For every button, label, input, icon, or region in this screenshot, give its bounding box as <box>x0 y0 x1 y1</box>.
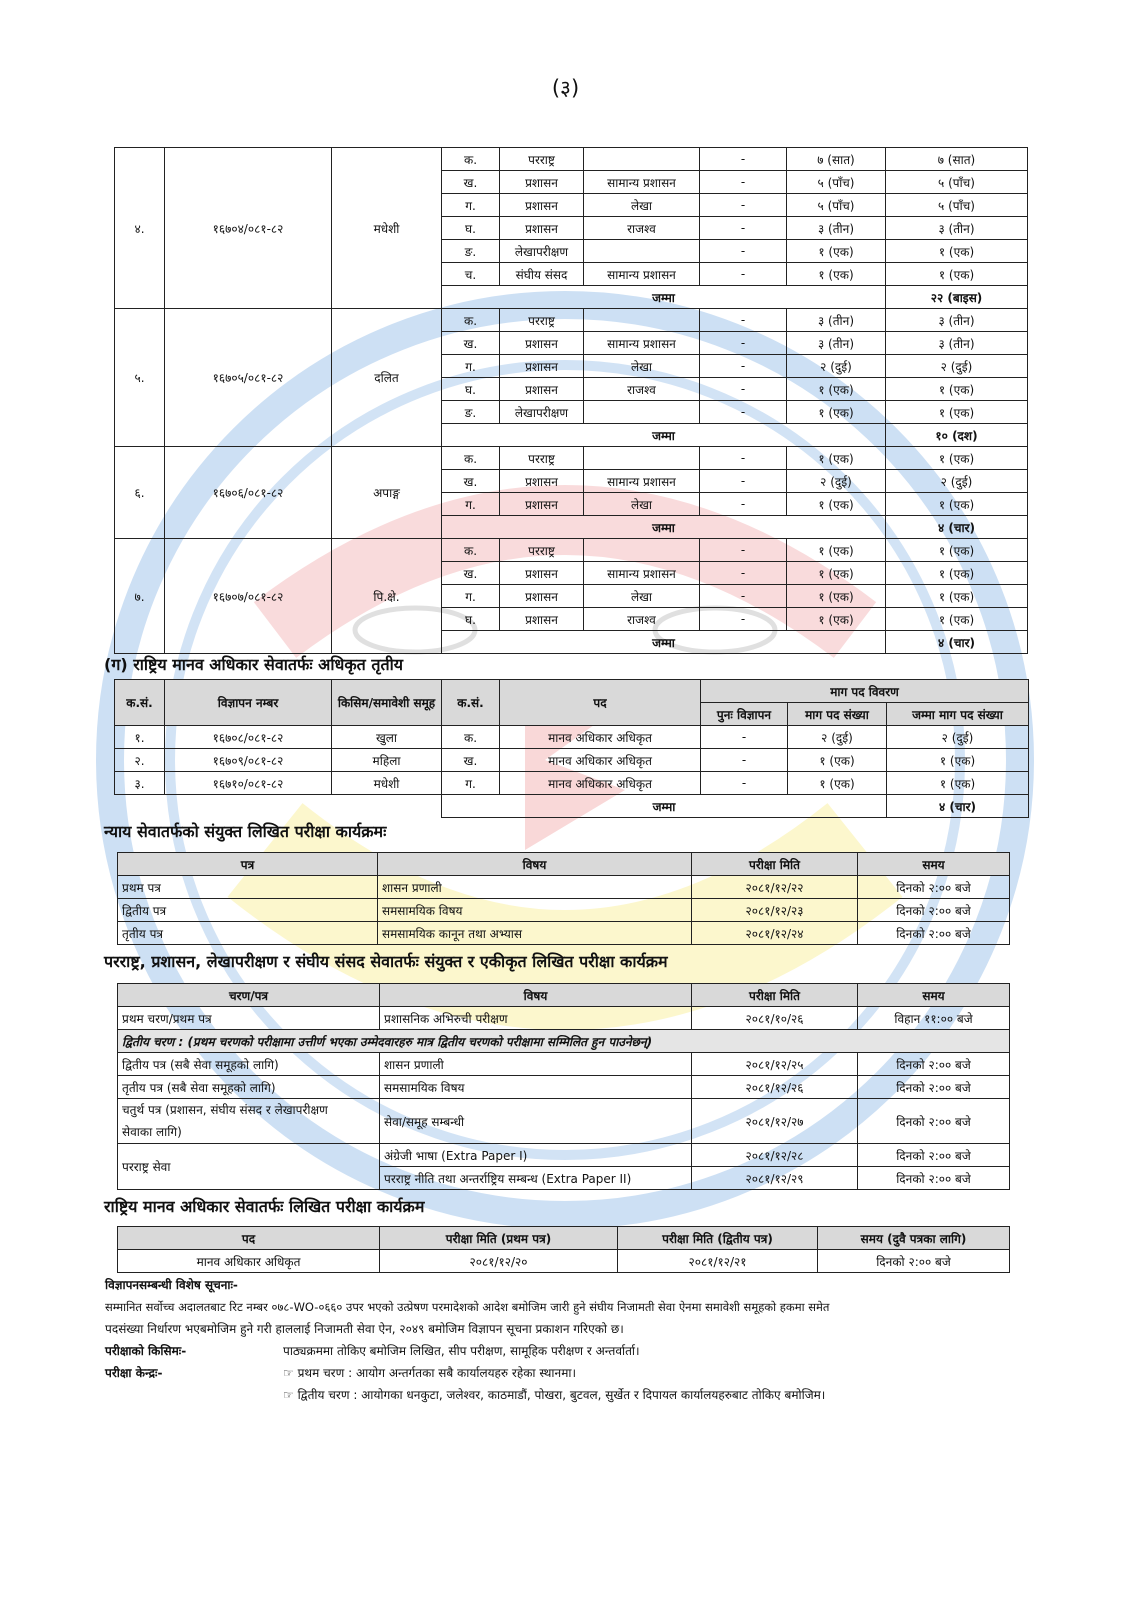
serial-number: ७. <box>115 539 165 654</box>
table-cell: - <box>701 772 788 795</box>
group: सामान्य प्रशासन <box>584 562 700 585</box>
table-row <box>118 922 1010 945</box>
service: प्रशासन <box>500 194 584 217</box>
demand-count: ३ (तीन) <box>787 332 886 355</box>
table-cell: दिनको २:०० बजे <box>858 1099 1010 1144</box>
total-value: २२ (बाइस) <box>886 286 1028 309</box>
table-cell: मानव अधिकार अधिकृत <box>500 749 701 772</box>
sub-serial: ग. <box>442 194 500 217</box>
table-cell: - <box>701 726 788 749</box>
total-count: १ (एक) <box>886 539 1028 562</box>
group <box>584 240 700 263</box>
table-row <box>115 309 1028 332</box>
group: लेखा <box>584 585 700 608</box>
group: लेखा <box>584 194 700 217</box>
fourth-paper-label <box>118 1099 380 1144</box>
table-cell: १ (एक) <box>788 749 887 772</box>
col-header: पुनः विज्ञापन <box>701 703 788 726</box>
special-notice-line-2: पदसंख्या निर्धारण भएबमोजिम हुने गरी हाललाई निजामती सेवा ऐन, २०४९ बमोजिम विज्ञापन सूचना प्रकाशन गरिएको छ। <box>105 1322 624 1336</box>
total-count: १ (एक) <box>886 447 1028 470</box>
table-row <box>115 772 1029 795</box>
service: परराष्ट्र <box>500 539 584 562</box>
sub-serial: क. <box>442 309 500 332</box>
table-row <box>115 148 1028 171</box>
pointer-icon: ☞ <box>283 1366 298 1380</box>
table-cell: १६७१०/०८१-८२ <box>165 772 332 795</box>
table-cell: २०८१/१०/२६ <box>692 1007 858 1030</box>
sub-serial: क. <box>442 447 500 470</box>
table-row <box>118 1053 1010 1076</box>
table-cell: दिनको २:०० बजे <box>858 1076 1010 1099</box>
group <box>584 148 700 171</box>
total-count: १ (एक) <box>886 240 1028 263</box>
sub-serial: घ. <box>442 608 500 631</box>
col-header: समय (दुवै पत्रका लागि) <box>818 1227 1010 1250</box>
re-advert: - <box>700 470 787 493</box>
demand-count: १ (एक) <box>787 562 886 585</box>
table-cell: २ (दुई) <box>887 726 1029 749</box>
demand-count: १ (एक) <box>787 608 886 631</box>
total-count: १ (एक) <box>886 401 1028 424</box>
sub-serial: ङ. <box>442 401 500 424</box>
total-count: ३ (तीन) <box>886 217 1028 240</box>
table-cell: २०८१/१२/२७ <box>692 1099 858 1144</box>
table-cell: प्रथम पत्र <box>118 876 378 899</box>
serial-number: ४. <box>115 148 165 309</box>
demand-count: २ (दुई) <box>787 470 886 493</box>
demand-count: ५ (पाँच) <box>787 171 886 194</box>
total-count: २ (दुई) <box>886 470 1028 493</box>
notes-block <box>105 1274 1025 1406</box>
service: परराष्ट्र <box>500 148 584 171</box>
table-cell: मानव अधिकार अधिकृत <box>500 726 701 749</box>
col-header: जम्मा माग पद संख्या <box>887 703 1029 726</box>
re-advert: - <box>700 332 787 355</box>
table-row <box>118 1250 1010 1273</box>
sub-serial: ग. <box>442 355 500 378</box>
table-cell: १ (एक) <box>887 749 1029 772</box>
demand-count: १ (एक) <box>787 585 886 608</box>
pointer-icon: ☞ <box>283 1388 298 1402</box>
service: लेखापरीक्षण <box>500 401 584 424</box>
col-header: विज्ञापन नम्बर <box>165 680 332 726</box>
col-header: क.सं. <box>115 680 165 726</box>
group: सामान्य प्रशासन <box>584 263 700 286</box>
col-header: चरण/पत्र <box>118 984 380 1007</box>
table-row <box>115 539 1028 562</box>
header-row <box>115 680 1029 703</box>
col-header: समय <box>858 853 1010 876</box>
re-advert: - <box>700 263 787 286</box>
total-row <box>115 795 1029 818</box>
table-cell: अंग्रेजी भाषा (Extra Paper I) <box>380 1144 692 1167</box>
table-cell: द्वितीय पत्र (सबै सेवा समूहको लागि) <box>118 1053 380 1076</box>
fourth-paper-line-1: चतुर्थ पत्र (प्रशासन, संघीय संसद र लेखापरीक्षण <box>122 1103 328 1117</box>
inclusive-group: अपाङ्ग <box>332 447 442 539</box>
table-cell: शासन प्रणाली <box>378 876 692 899</box>
total-label: जम्मा <box>442 516 886 539</box>
table-cell: २०८१/१२/२८ <box>692 1144 858 1167</box>
demand-count: १ (एक) <box>787 539 886 562</box>
total-label: जम्मा <box>442 795 887 818</box>
table-cell: २०८१/१२/२१ <box>618 1250 818 1273</box>
col-header: परीक्षा मिति (द्वितीय पत्र) <box>618 1227 818 1250</box>
table-cell: १. <box>115 726 165 749</box>
total-count: ३ (तीन) <box>886 332 1028 355</box>
service: प्रशासन <box>500 562 584 585</box>
service: परराष्ट्र <box>500 309 584 332</box>
table-row <box>118 876 1010 899</box>
exam-center-2: द्वितीय चरण : आयोगका धनकुटा, जलेश्वर, काठमाडौं, पोखरा, बुटवल, सुर्खेत र दिपायल कार्यालयहरुबाट तोकिए बमोजिम। <box>297 1388 826 1402</box>
re-advert: - <box>700 240 787 263</box>
foreign-service-label: परराष्ट्र सेवा <box>118 1144 380 1190</box>
table-cell: तृतीय पत्र <box>118 922 378 945</box>
total-value: ४ (चार) <box>886 631 1028 654</box>
table-cell: २०८१/१२/२५ <box>692 1053 858 1076</box>
table-cell: दिनको २:०० बजे <box>858 1144 1010 1167</box>
table-cell: प्रशासनिक अभिरुची परीक्षण <box>380 1007 692 1030</box>
demand-count: ३ (तीन) <box>787 309 886 332</box>
col-header: माग पद संख्या <box>788 703 887 726</box>
group <box>584 309 700 332</box>
table-cell: खुला <box>332 726 442 749</box>
total-count: १ (एक) <box>886 263 1028 286</box>
group: राजश्व <box>584 217 700 240</box>
advert-number: १६७०७/०८१-८२ <box>165 539 332 654</box>
table-row <box>115 726 1029 749</box>
demand-count: १ (एक) <box>787 447 886 470</box>
table-cell: दिनको २:०० बजे <box>858 1167 1010 1190</box>
total-count: ७ (सात) <box>886 148 1028 171</box>
demand-count: १ (एक) <box>787 263 886 286</box>
table-cell: २०८१/१२/२२ <box>692 876 858 899</box>
group: सामान्य प्रशासन <box>584 332 700 355</box>
col-header: क.सं. <box>442 680 500 726</box>
table-cell: २०८१/१२/२९ <box>692 1167 858 1190</box>
group: सामान्य प्रशासन <box>584 171 700 194</box>
table-cell: क. <box>442 726 500 749</box>
table-row <box>118 1144 1010 1167</box>
table-cell: १६७०९/०८१-८२ <box>165 749 332 772</box>
table-cell: दिनको २:०० बजे <box>858 876 1010 899</box>
special-notice-line-1: सम्मानित सर्वोच्च अदालतबाट रिट नम्बर ०७८-WO-०६६० उपर भएको उत्प्रेषण परमादेशको आदेश बमोजिम जारी हुने संघीय निजामती सेवा ऐनमा समावेशी समूहको हकमा समेत <box>105 1300 830 1314</box>
sub-serial: घ. <box>442 378 500 401</box>
header-row <box>118 984 1010 1007</box>
second-stage-note: द्वितीय चरण : (प्रथम चरणको परीक्षामा उत्तीर्ण भएका उम्मेदवारहरु मात्र द्वितीय चरणको परीक्षामा सम्मिलित हुन पाउनेछन्) <box>118 1030 1010 1053</box>
col-header: पद <box>118 1227 380 1250</box>
service: प्रशासन <box>500 332 584 355</box>
re-advert: - <box>700 378 787 401</box>
exam-type-label: परीक्षाको किसिमः- <box>105 1344 187 1358</box>
header-row <box>118 1227 1010 1250</box>
page-number: (३) <box>551 76 580 100</box>
human-rights-vacancy-table <box>114 679 1029 818</box>
total-count: १ (एक) <box>886 378 1028 401</box>
table-cell: दिनको २:०० बजे <box>858 1053 1010 1076</box>
re-advert: - <box>700 401 787 424</box>
blank-cell <box>115 795 442 818</box>
table-row <box>118 899 1010 922</box>
advert-number: १६७०५/०८१-८२ <box>165 309 332 447</box>
service: प्रशासन <box>500 355 584 378</box>
vacancy-table-continued <box>114 147 1028 654</box>
total-count: १ (एक) <box>886 608 1028 631</box>
total-count: ५ (पाँच) <box>886 171 1028 194</box>
group: सामान्य प्रशासन <box>584 470 700 493</box>
group: राजश्व <box>584 378 700 401</box>
table-cell: २ (दुई) <box>788 726 887 749</box>
advert-number: १६७०४/०८१-८२ <box>165 148 332 309</box>
table-cell: १ (एक) <box>887 772 1029 795</box>
col-header: परीक्षा मिति <box>692 984 858 1007</box>
sub-serial: ङ. <box>442 240 500 263</box>
justice-exam-table <box>117 852 1010 945</box>
table-cell: २०८१/१२/२६ <box>692 1076 858 1099</box>
table-row <box>118 1007 1010 1030</box>
table-row <box>115 749 1029 772</box>
human-rights-exam-table <box>117 1226 1010 1273</box>
table-cell: शासन प्रणाली <box>380 1053 692 1076</box>
sub-serial: ख. <box>442 562 500 585</box>
table-cell: दिनको २:०० बजे <box>858 899 1010 922</box>
sub-serial: ख. <box>442 470 500 493</box>
re-advert: - <box>700 194 787 217</box>
service: लेखापरीक्षण <box>500 240 584 263</box>
col-header: माग पद विवरण <box>701 680 1029 703</box>
header-row <box>118 853 1010 876</box>
service: प्रशासन <box>500 585 584 608</box>
second-stage-band <box>118 1030 1010 1053</box>
re-advert: - <box>700 355 787 378</box>
service: प्रशासन <box>500 608 584 631</box>
total-count: २ (दुई) <box>886 355 1028 378</box>
table-cell: १६७०८/०८१-८२ <box>165 726 332 749</box>
demand-count: १ (एक) <box>787 378 886 401</box>
service: संघीय संसद <box>500 263 584 286</box>
sub-serial: ग. <box>442 493 500 516</box>
table-cell: परराष्ट्र नीति तथा अन्तर्राष्ट्रिय सम्बन्ध (Extra Paper II) <box>380 1167 692 1190</box>
sub-serial: ख. <box>442 171 500 194</box>
justice-exam-heading: न्याय सेवातर्फको संयुक्त लिखित परीक्षा कार्यक्रमः <box>104 822 387 841</box>
col-header: परीक्षा मिति <box>692 853 858 876</box>
fourth-paper-line-2: सेवाका लागि) <box>122 1125 182 1139</box>
total-count: १ (एक) <box>886 493 1028 516</box>
table-cell: २०८१/१२/२४ <box>692 922 858 945</box>
re-advert: - <box>700 562 787 585</box>
table-row <box>118 1099 1010 1144</box>
table-cell: द्वितीय पत्र <box>118 899 378 922</box>
inclusive-group: पि.क्षे. <box>332 539 442 654</box>
group: राजश्व <box>584 608 700 631</box>
col-header: पत्र <box>118 853 378 876</box>
re-advert: - <box>700 217 787 240</box>
table-cell: दिनको २:०० बजे <box>818 1250 1010 1273</box>
total-value: १० (दश) <box>886 424 1028 447</box>
service: परराष्ट्र <box>500 447 584 470</box>
total-count: १ (एक) <box>886 562 1028 585</box>
total-count: ३ (तीन) <box>886 309 1028 332</box>
table-row <box>115 447 1028 470</box>
table-cell: दिनको २:०० बजे <box>858 922 1010 945</box>
group <box>584 447 700 470</box>
table-cell: मानव अधिकार अधिकृत <box>118 1250 380 1273</box>
service: प्रशासन <box>500 171 584 194</box>
demand-count: ३ (तीन) <box>787 217 886 240</box>
re-advert: - <box>700 539 787 562</box>
service: प्रशासन <box>500 470 584 493</box>
re-advert: - <box>700 309 787 332</box>
demand-count: १ (एक) <box>787 401 886 424</box>
group <box>584 401 700 424</box>
demand-count: २ (दुई) <box>787 355 886 378</box>
table-cell: २०८१/१२/२३ <box>692 899 858 922</box>
re-advert: - <box>700 171 787 194</box>
table-cell: समसामयिक विषय <box>378 899 692 922</box>
table-cell: समसामयिक कानून तथा अभ्यास <box>378 922 692 945</box>
sub-serial: क. <box>442 148 500 171</box>
demand-count: ७ (सात) <box>787 148 886 171</box>
table-row <box>118 1076 1010 1099</box>
service: प्रशासन <box>500 217 584 240</box>
col-header: विषय <box>378 853 692 876</box>
table-cell: तृतीय पत्र (सबै सेवा समूहको लागि) <box>118 1076 380 1099</box>
inclusive-group: मधेशी <box>332 148 442 309</box>
demand-count: ५ (पाँच) <box>787 194 886 217</box>
service: प्रशासन <box>500 378 584 401</box>
special-notice-title: विज्ञापनसम्बन्धी विशेष सूचनाः- <box>105 1278 238 1292</box>
human-rights-exam-heading: राष्ट्रिय मानव अधिकार सेवातर्फः लिखित परीक्षा कार्यक्रम <box>104 1197 425 1216</box>
sub-serial: च. <box>442 263 500 286</box>
table-cell: १ (एक) <box>788 772 887 795</box>
table-cell: समसामयिक विषय <box>380 1076 692 1099</box>
sub-serial: ख. <box>442 332 500 355</box>
demand-count: १ (एक) <box>787 240 886 263</box>
total-label: जम्मा <box>442 424 886 447</box>
service: प्रशासन <box>500 493 584 516</box>
serial-number: ६. <box>115 447 165 539</box>
table-cell: ख. <box>442 749 500 772</box>
table-cell: प्रथम चरण/प्रथम पत्र <box>118 1007 380 1030</box>
total-label: जम्मा <box>442 631 886 654</box>
table-cell: विहान ११:०० बजे <box>858 1007 1010 1030</box>
re-advert: - <box>700 585 787 608</box>
sub-serial: ग. <box>442 585 500 608</box>
re-advert: - <box>700 447 787 470</box>
combined-exam-table <box>117 983 1010 1190</box>
exam-center-label: परीक्षा केन्द्रः- <box>105 1366 163 1380</box>
col-header: विषय <box>380 984 692 1007</box>
re-advert: - <box>700 493 787 516</box>
table-cell: सेवा/समूह सम्बन्धी <box>380 1099 692 1144</box>
re-advert: - <box>700 608 787 631</box>
col-header: किसिम/समावेशी समूह <box>332 680 442 726</box>
total-count: ५ (पाँच) <box>886 194 1028 217</box>
sub-serial: क. <box>442 539 500 562</box>
total-label: जम्मा <box>442 286 886 309</box>
table-cell: मधेशी <box>332 772 442 795</box>
re-advert: - <box>700 148 787 171</box>
exam-type-text: पाठ्यक्रममा तोकिए बमोजिम लिखित, सीप परीक्षण, सामूहिक परीक्षण र अन्तर्वार्ता। <box>283 1344 640 1358</box>
table-cell: महिला <box>332 749 442 772</box>
col-header: परीक्षा मिति (प्रथम पत्र) <box>380 1227 618 1250</box>
inclusive-group: दलित <box>332 309 442 447</box>
group: लेखा <box>584 355 700 378</box>
demand-count: १ (एक) <box>787 493 886 516</box>
serial-number: ५. <box>115 309 165 447</box>
table-cell: - <box>701 749 788 772</box>
advert-number: १६७०६/०८१-८२ <box>165 447 332 539</box>
sub-serial: घ. <box>442 217 500 240</box>
group <box>584 539 700 562</box>
table-cell: ग. <box>442 772 500 795</box>
exam-center-1: प्रथम चरण : आयोग अन्तर्गतका सबै कार्यालयहरु रहेका स्थानमा। <box>297 1366 577 1380</box>
col-header: समय <box>858 984 1010 1007</box>
table-cell: २. <box>115 749 165 772</box>
section-g-heading: (ग) राष्ट्रिय मानव अधिकार सेवातर्फः अधिकृत तृतीय <box>104 655 404 674</box>
combined-exam-heading: परराष्ट्र, प्रशासन, लेखापरीक्षण र संघीय संसद सेवातर्फः संयुक्त र एकीकृत लिखित परीक्षा कार्यक्रम <box>104 952 668 971</box>
total-value: ४ (चार) <box>887 795 1029 818</box>
table-cell: ३. <box>115 772 165 795</box>
total-value: ४ (चार) <box>886 516 1028 539</box>
group: लेखा <box>584 493 700 516</box>
total-count: १ (एक) <box>886 585 1028 608</box>
table-cell: मानव अधिकार अधिकृत <box>500 772 701 795</box>
table-cell: २०८१/१२/२० <box>380 1250 618 1273</box>
col-header: पद <box>500 680 701 726</box>
